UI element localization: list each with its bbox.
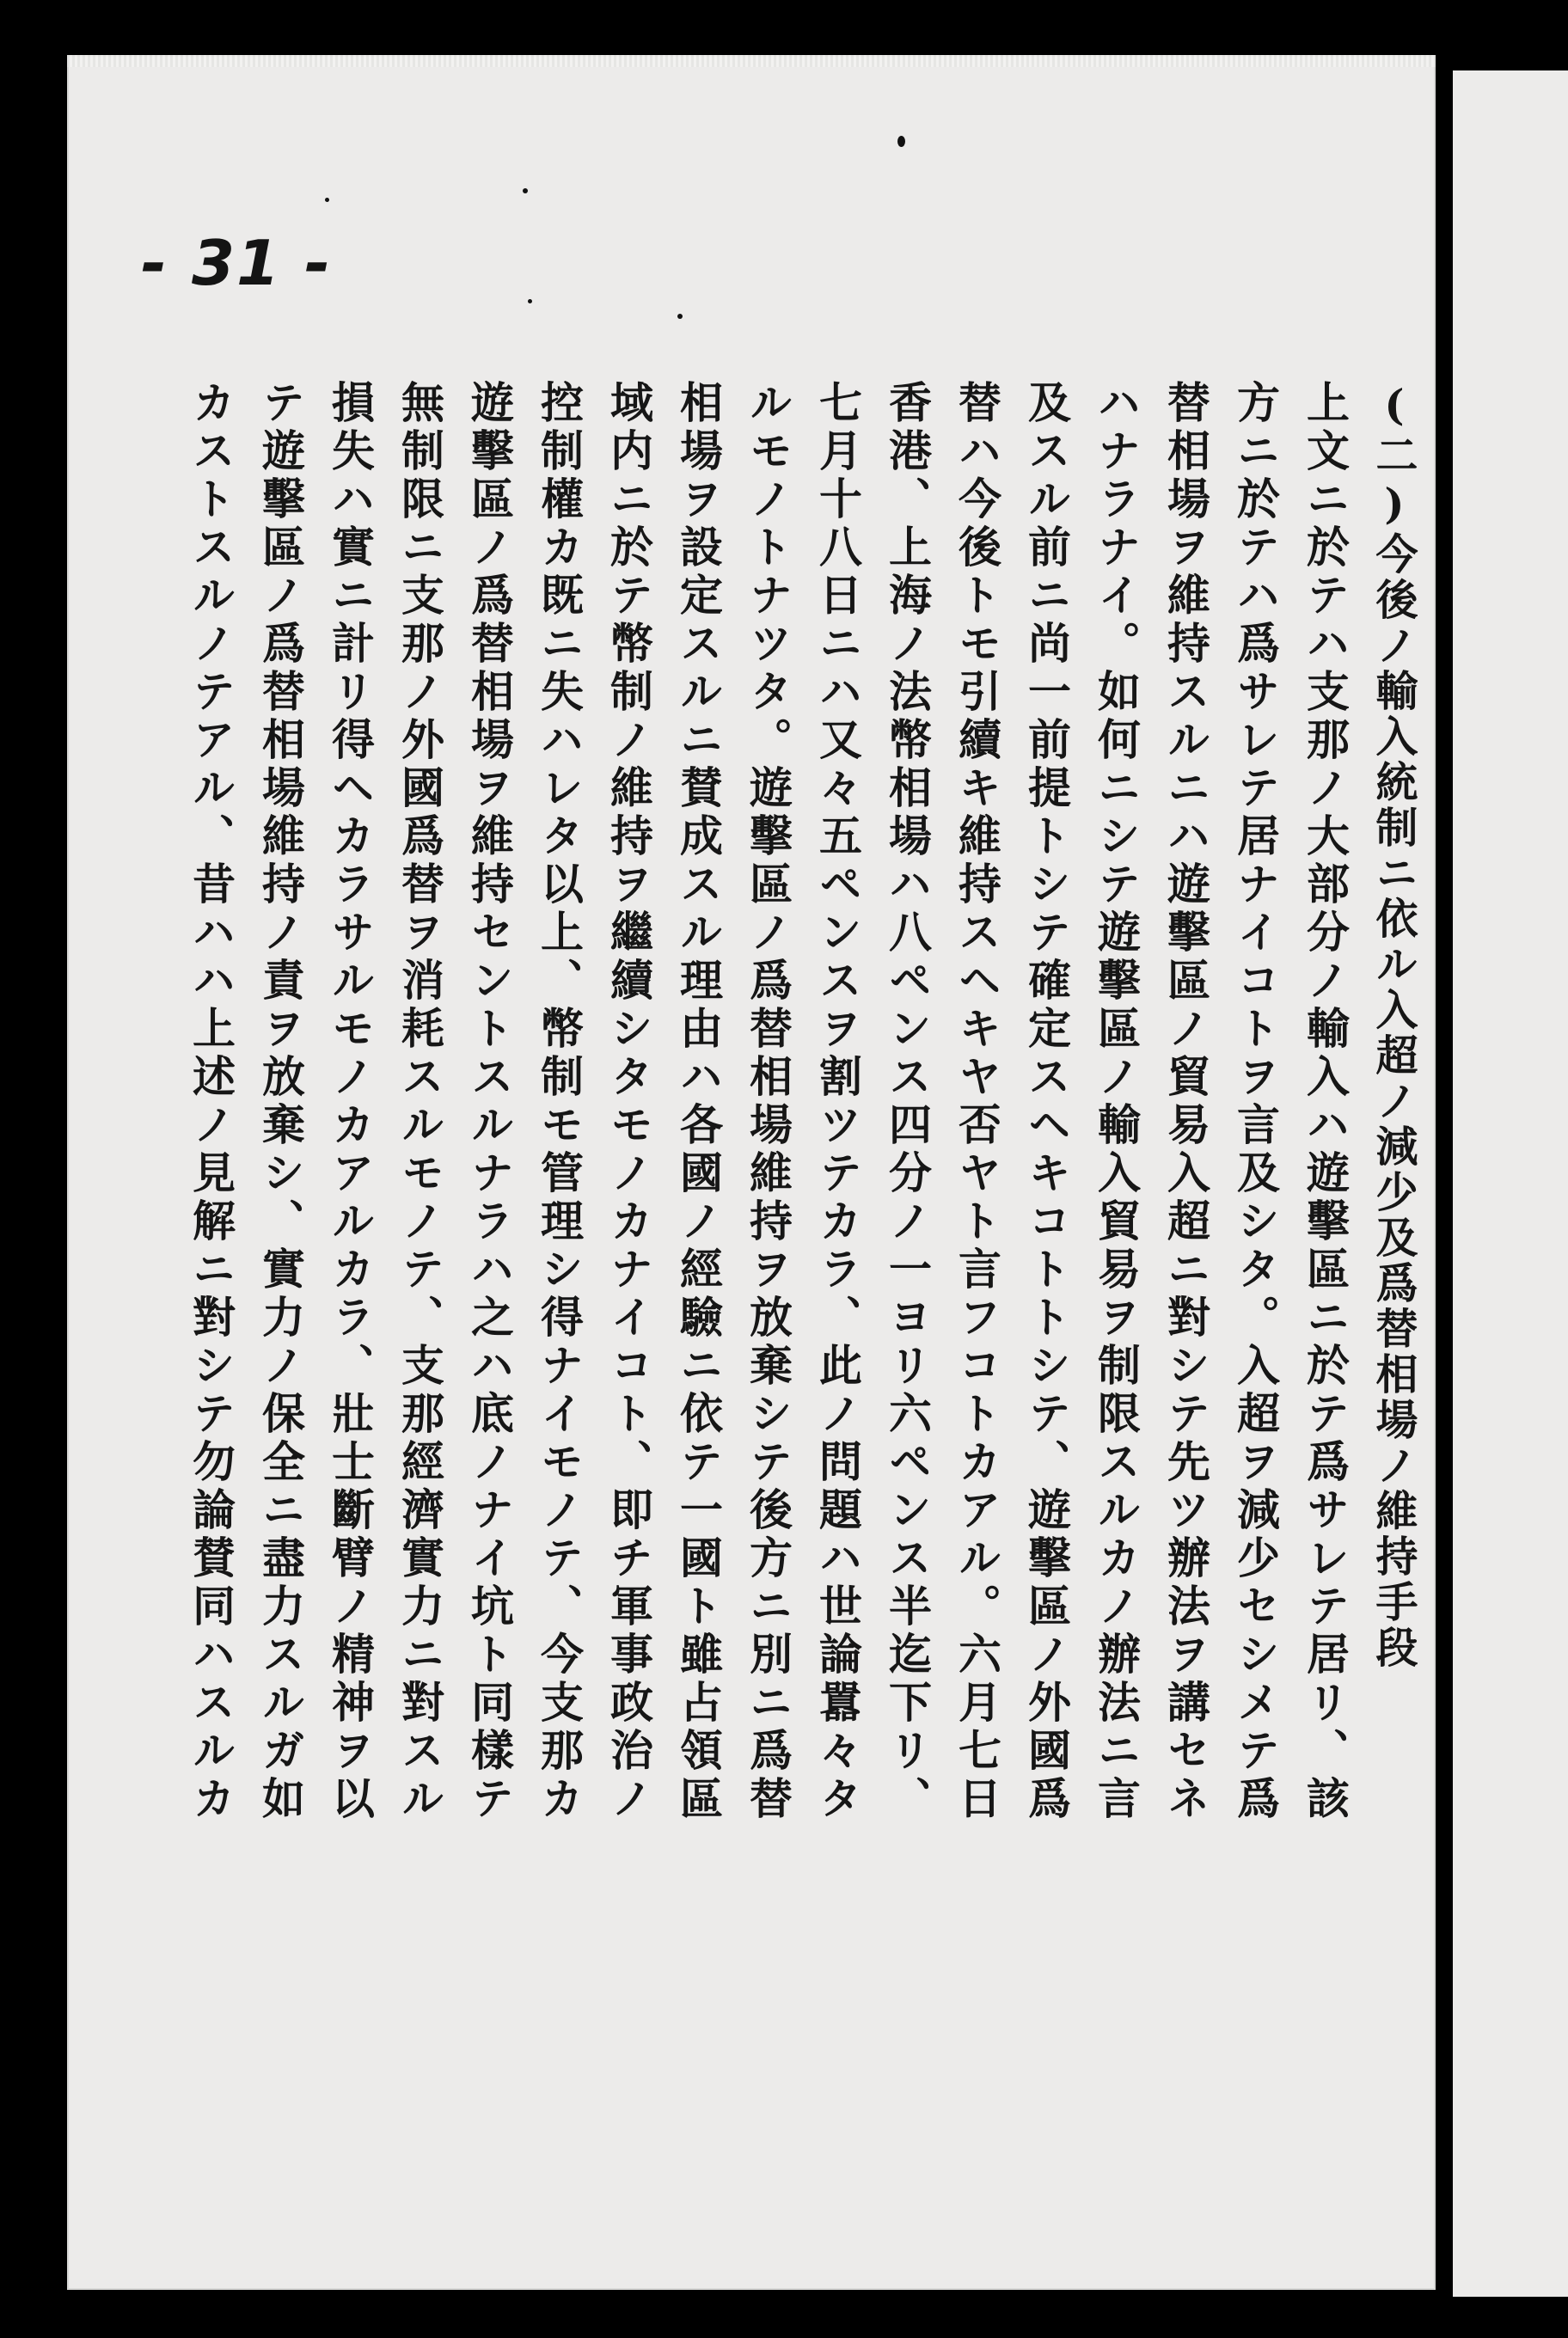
ink-speck [897,136,905,147]
text-column-9: ルモノトナツタ。遊擊區ノ爲替相場維持ヲ放棄シテ後方ニ別ニ爲替 [743,380,793,1824]
document-page [67,55,1436,2290]
ink-speck [677,314,683,319]
text-column-4: ハナラナイ。如何ニシテ遊擊區ノ輸入貿易ヲ制限スルカノ辦法ニ言 [1091,380,1142,1824]
text-column-14: 無制限ニ支那ノ外國爲替ヲ消耗スルモノテ、支那經濟實力ニ對スル [395,380,445,1824]
vertical-text-body [177,380,1420,2151]
text-column-10: 相場ヲ設定スルニ賛成スル理由ハ各國ノ經驗ニ依テ一國ト雖占領區 [673,380,724,1824]
text-column-5: 及スル前ニ尚一前提トシテ確定スヘキコトトシテ、遊擊區ノ外國爲 [1021,380,1072,1824]
text-column-2: 方ニ於テハ爲サレテ居ナイコトヲ言及シタ。入超ヲ減少セシメテ爲 [1230,380,1281,1824]
ink-speck [528,299,532,303]
text-column-7: 香港、上海ノ法幣相場ハ八ペンス四分ノ一ヨリ六ペンス半迄下リ、 [882,380,933,1824]
text-column-15: 損失ハ實ニ計リ得ヘカラサルモノカアルカラ、壯士斷臂ノ精神ヲ以 [325,380,376,1824]
text-column-16: テ遊擊區ノ爲替相場維持ノ責ヲ放棄シ、實力ノ保全ニ盡力スルガ如 [255,380,306,1824]
page-gutter [1436,55,1453,2290]
ink-speck [523,188,528,193]
text-column-13: 遊擊區ノ爲替相場ヲ維持セントスルナラハ之ハ底ノナイ坑ト同樣テ [464,380,515,1824]
page-top-edge [67,55,1436,67]
text-column-12: 控制權カ既ニ失ハレタ以上、幣制モ管理シ得ナイモノテ、今支那カ [534,380,585,1824]
page-number: - 31 - [141,227,333,299]
ink-speck [325,198,329,202]
section-heading-column: (二)今後ノ輸入統制ニ依ル入超ノ減少及爲替相場ノ維持手段 [1369,380,1419,1671]
adjacent-page-edge [1453,70,1568,2297]
text-column-1: 上文ニ於テハ支那ノ大部分ノ輸入ハ遊擊區ニ於テ爲サレテ居リ、該 [1300,380,1351,1824]
text-column-11: 域内ニ於テ幣制ノ維持ヲ繼續シタモノカナイコト、即チ軍事政治ノ [603,380,654,1824]
text-column-6: 替ハ今後トモ引續キ維持スヘキヤ否ヤト言フコトカアル。六月七日 [952,380,1002,1824]
text-column-3: 替相場ヲ維持スルニハ遊擊區ノ貿易入超ニ對シテ先ツ辦法ヲ講セネ [1161,380,1211,1824]
text-column-17: カストスルノテアル、昔ハハ上述ノ見解ニ對シテ勿論賛同ハスルカ [186,380,236,1824]
text-column-8: 七月十八日ニハ又々五ペンスヲ割ツテカラ、此ノ問題ハ世論囂々タ [812,380,863,1824]
